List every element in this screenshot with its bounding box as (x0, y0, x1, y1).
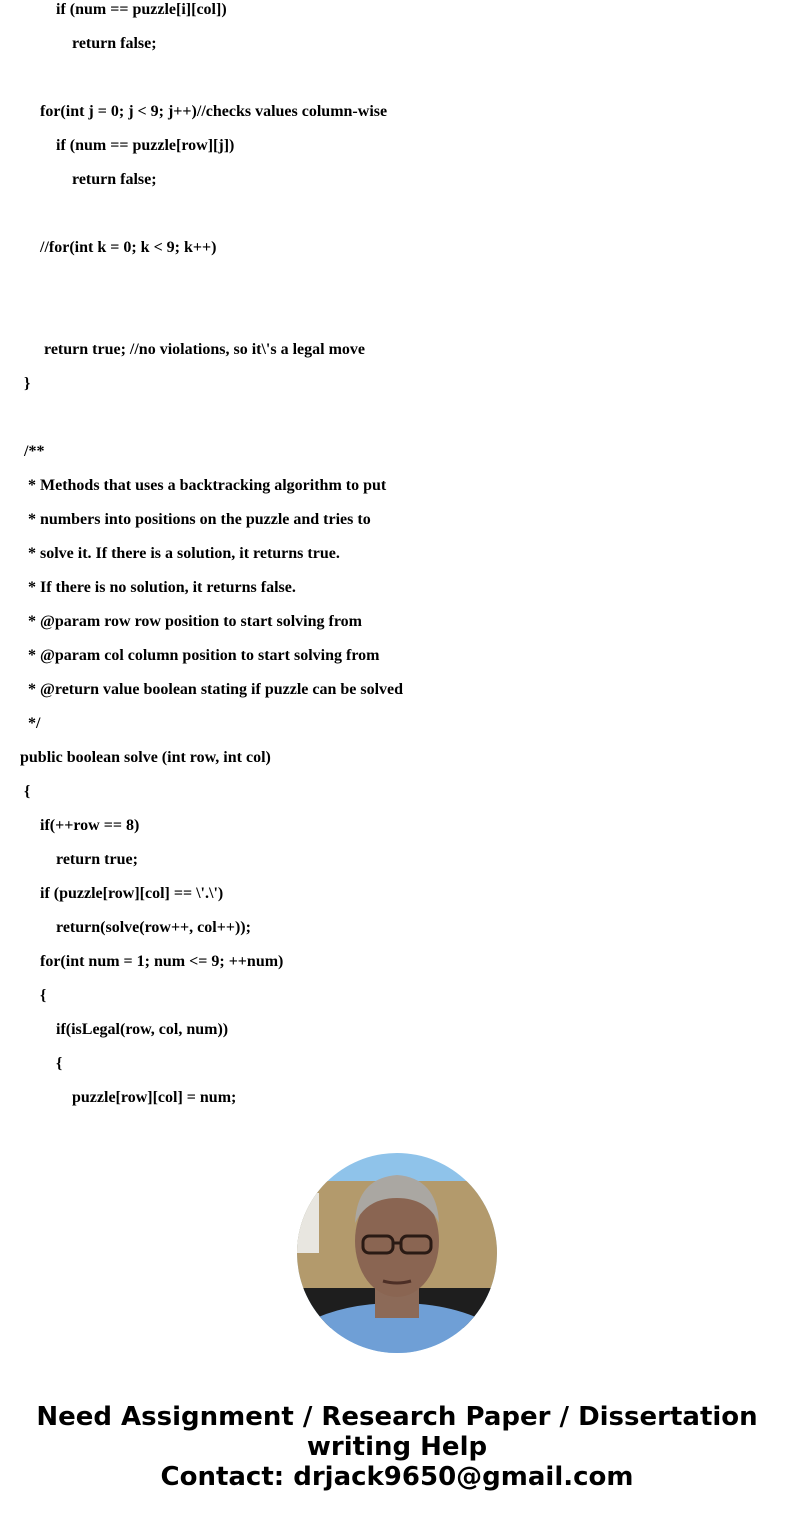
code-line: if (num == puzzle[i][col]) (20, 1, 227, 18)
code-line: } (20, 375, 31, 392)
person-photo-icon (297, 1153, 497, 1353)
code-line: /** (20, 443, 45, 460)
code-line: for(int num = 1; num <= 9; ++num) (20, 953, 284, 970)
code-line: { (20, 783, 31, 800)
code-line: for(int j = 0; j < 9; j++)//checks values column-wise (20, 103, 388, 120)
code-line: * numbers into positions on the puzzle and tries to (20, 511, 371, 528)
code-line: { (20, 987, 47, 1004)
code-line (20, 61, 403, 95)
footer-contact: Contact: drjack9650@gmail.com (160, 1462, 634, 1492)
code-line: * solve it. If there is a solution, it returns true. (20, 545, 340, 562)
code-line: return false; (20, 35, 157, 52)
code-line: * @return value boolean stating if puzzle can be solved (20, 681, 404, 698)
code-line: if(++row == 8) (20, 817, 140, 834)
code-line: return false; (20, 171, 157, 188)
code-line: return true; (20, 851, 138, 868)
code-line (20, 299, 403, 333)
code-line: { (20, 1055, 63, 1072)
code-line: if (puzzle[row][col] == \'.\') (20, 885, 224, 902)
code-line: if(isLegal(row, col, num)) (20, 1021, 229, 1038)
author-photo (297, 1153, 497, 1353)
code-line: * Methods that uses a backtracking algorithm to put (20, 477, 387, 494)
code-line: if (num == puzzle[row][j]) (20, 137, 235, 154)
code-line: puzzle[row][col] = num; (20, 1089, 237, 1106)
code-line (20, 401, 403, 435)
code-line: //for(int k = 0; k < 9; k++) (20, 239, 217, 256)
code-line: return(solve(row++, col++)); (20, 919, 251, 936)
code-line: * @param row row position to start solving from (20, 613, 362, 630)
footer-line-2: writing Help (306, 1432, 488, 1462)
code-listing (20, 0, 403, 1115)
footer-line-1: Need Assignment / Research Paper / Dissertation (36, 1402, 758, 1432)
code-line: * If there is no solution, it returns false. (20, 579, 296, 596)
code-line: public boolean solve (int row, int col) (20, 749, 271, 766)
code-line (20, 197, 403, 231)
code-line: * @param col column position to start solving from (20, 647, 380, 664)
code-line: */ (20, 715, 41, 732)
code-line: return true; //no violations, so it\'s a legal move (20, 341, 366, 358)
code-line (20, 265, 403, 299)
contact-banner (0, 1402, 794, 1492)
